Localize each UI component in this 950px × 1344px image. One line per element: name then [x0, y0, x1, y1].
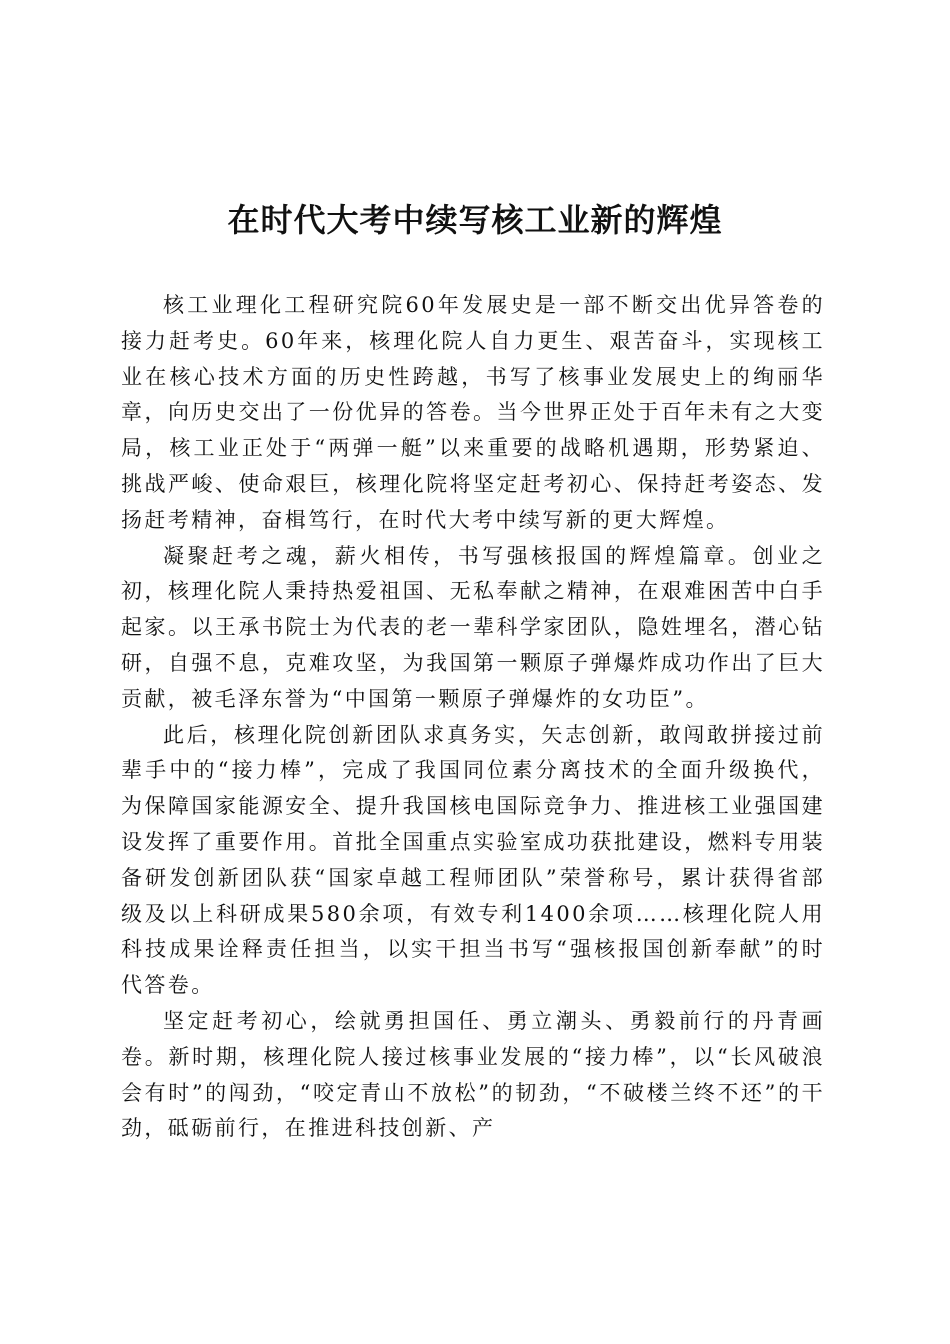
paragraph-3: 此后，核理化院创新团队求真务实，矢志创新，敢闯敢拼接过前辈手中的“接力棒”，完成了我国同位素分离技术的全面升级换代，为保障国家能源安全、提升我国核电国际竞争力、推进核工业强国建设发挥了重要作用。首批全国重点实验室成功获批建设，燃料专用装备研发创新团队获“国家卓越工程师团队”荣誉称号，累计获得省部级及以上科研成果580余项，有效专利1400余项……核理化院人用科技成果诠释责任担当，以实干担当书写“强核报国创新奉献”的时代答卷。 [121, 722, 825, 998]
paragraph-2: 凝聚赶考之魂，薪火相传，书写强核报国的辉煌篇章。创业之初，核理化院人秉持热爱祖国、无私奉献之精神，在艰难困苦中白手起家。以王承书院士为代表的老一辈科学家团队，隐姓埋名，潜心钻研，自强不息，克难攻坚，为我国第一颗原子弹爆炸成功作出了巨大贡献，被毛泽东誉为“中国第一颗原子弹爆炸的女功臣”。 [121, 543, 825, 711]
paragraph-4: 坚定赶考初心，绘就勇担国任、勇立潮头、勇毅前行的丹青画卷。新时期，核理化院人接过核事业发展的“接力棒”，以“长风破浪会有时”的闯劲，“咬定青山不放松”的韧劲，“不破楼兰终不还”的干劲，砥砺前行，在推进科技创新、产 [121, 1008, 825, 1141]
article-body [121, 288, 825, 1147]
paragraph-1: 核工业理化工程研究院60年发展史是一部不断交出优异答卷的接力赶考史。60年来，核理化院人自力更生、艰苦奋斗，实现核工业在核心技术方面的历史性跨越，书写了核事业发展史上的绚丽华章，向历史交出了一份优异的答卷。当今世界正处于百年未有之大变局，核工业正处于“两弹一艇”以来重要的战略机遇期，形势紧迫、挑战严峻、使命艰巨，核理化院将坚定赶考初心、保持赶考姿态、发扬赶考精神，奋楫笃行，在时代大考中续写新的更大辉煌。 [121, 293, 825, 532]
document-title: 在时代大考中续写核工业新的辉煌 [227, 201, 723, 239]
